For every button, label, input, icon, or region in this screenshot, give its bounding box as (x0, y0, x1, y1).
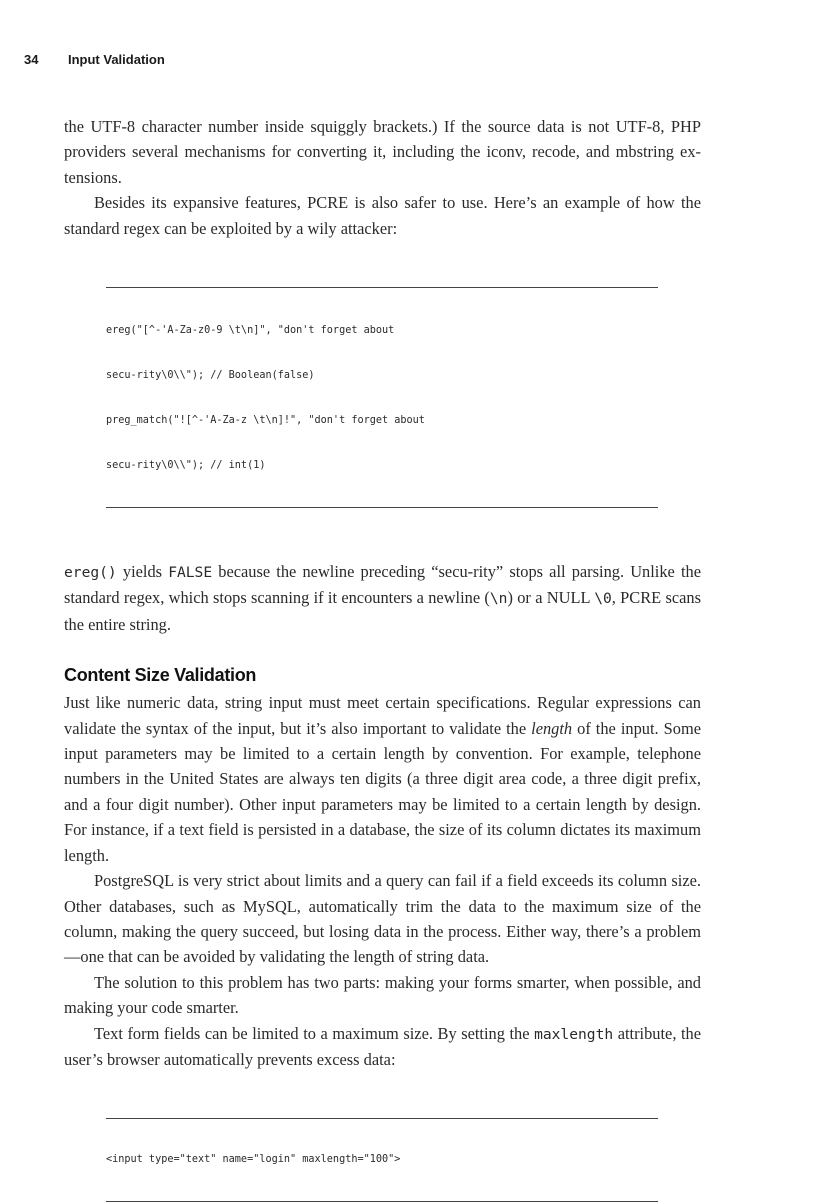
page-number: 34 (24, 52, 39, 67)
page-body (64, 114, 701, 1202)
text-run: Just like numeric data, string input must meet certain specifications. Regular expressions can validate the syntax of the input, but it’s also important to validate the (64, 693, 701, 738)
text-run: because the newline preceding “secu-rity” stops all parsing. Unlike the standard regex, which stops scanning if it encounters a newline ( (64, 562, 701, 608)
text-run: attribute, the user’s browser automatically prevents excess data: (64, 1023, 702, 1069)
inline-code: FALSE (168, 564, 213, 582)
paragraph (64, 559, 701, 637)
paragraph (64, 1021, 701, 1073)
paragraph (64, 690, 701, 868)
inline-code: ereg() (64, 564, 117, 582)
paragraph: PostgreSQL is very strict about limits and a query can fail if a field exceeds its column size. Other databases, such as MySQL, automatically trim the data to the maximum size of the column, making the query succeed, but losing data in the process. Either way, there’s a problem—one that can be avoided by validating the length of string data. (64, 871, 701, 967)
code-line: ereg("[^-'A-Za-z0-9 \t\n]", "don't forget about (106, 325, 395, 337)
code-listing (106, 287, 658, 508)
code-line: preg_match("![^-'A-Za-z \t\n]!", "don't forget about (106, 415, 425, 427)
paragraph: the UTF-8 character number inside squiggly brackets.) If the source data is not UTF-8, PHP providers several mechanisms for converting it, including the iconv, recode, and mbstring extensions. (64, 117, 701, 187)
code-line: <input type="text" name="login" maxlength="100"> (106, 1154, 401, 1166)
inline-code: maxlength (534, 1025, 614, 1043)
text-run: , PCRE scans the entire string. (64, 588, 701, 634)
inline-code: \n (489, 590, 508, 608)
emphasis: length (531, 718, 573, 738)
text-run: yields (116, 562, 169, 582)
running-head (24, 52, 165, 67)
text-run: Text form fields can be limited to a maximum size. By setting the (94, 1023, 535, 1043)
chapter-title: Input Validation (68, 52, 165, 67)
paragraph: Besides its expansive features, PCRE is also safer to use. Here’s an example of how the standard regex can be exploited by a wily attacker: (64, 193, 701, 238)
section-heading: Content Size Validation (64, 665, 257, 686)
inline-code: \0 (594, 590, 612, 608)
text-run: of the input. Some input parameters may be limited to a certain length by convention. For example, telephone numbers in the United States are always ten digits (a three digit area code, a three digit prefix, and a four digit number). Other input parameters may be limited to a certain length by design. For instance, if a text field is persisted in a database, the size of its column dictates its maximum length. (64, 718, 701, 865)
code-line: secu-rity\0\\"); // Boolean(false) (106, 370, 315, 382)
text-run: ) or a NULL (507, 588, 595, 608)
code-listing (106, 1118, 658, 1202)
paragraph: The solution to this problem has two parts: making your forms smarter, when possible, and making your code smarter. (64, 972, 701, 1018)
code-line: secu-rity\0\\"); // int(1) (106, 460, 266, 472)
